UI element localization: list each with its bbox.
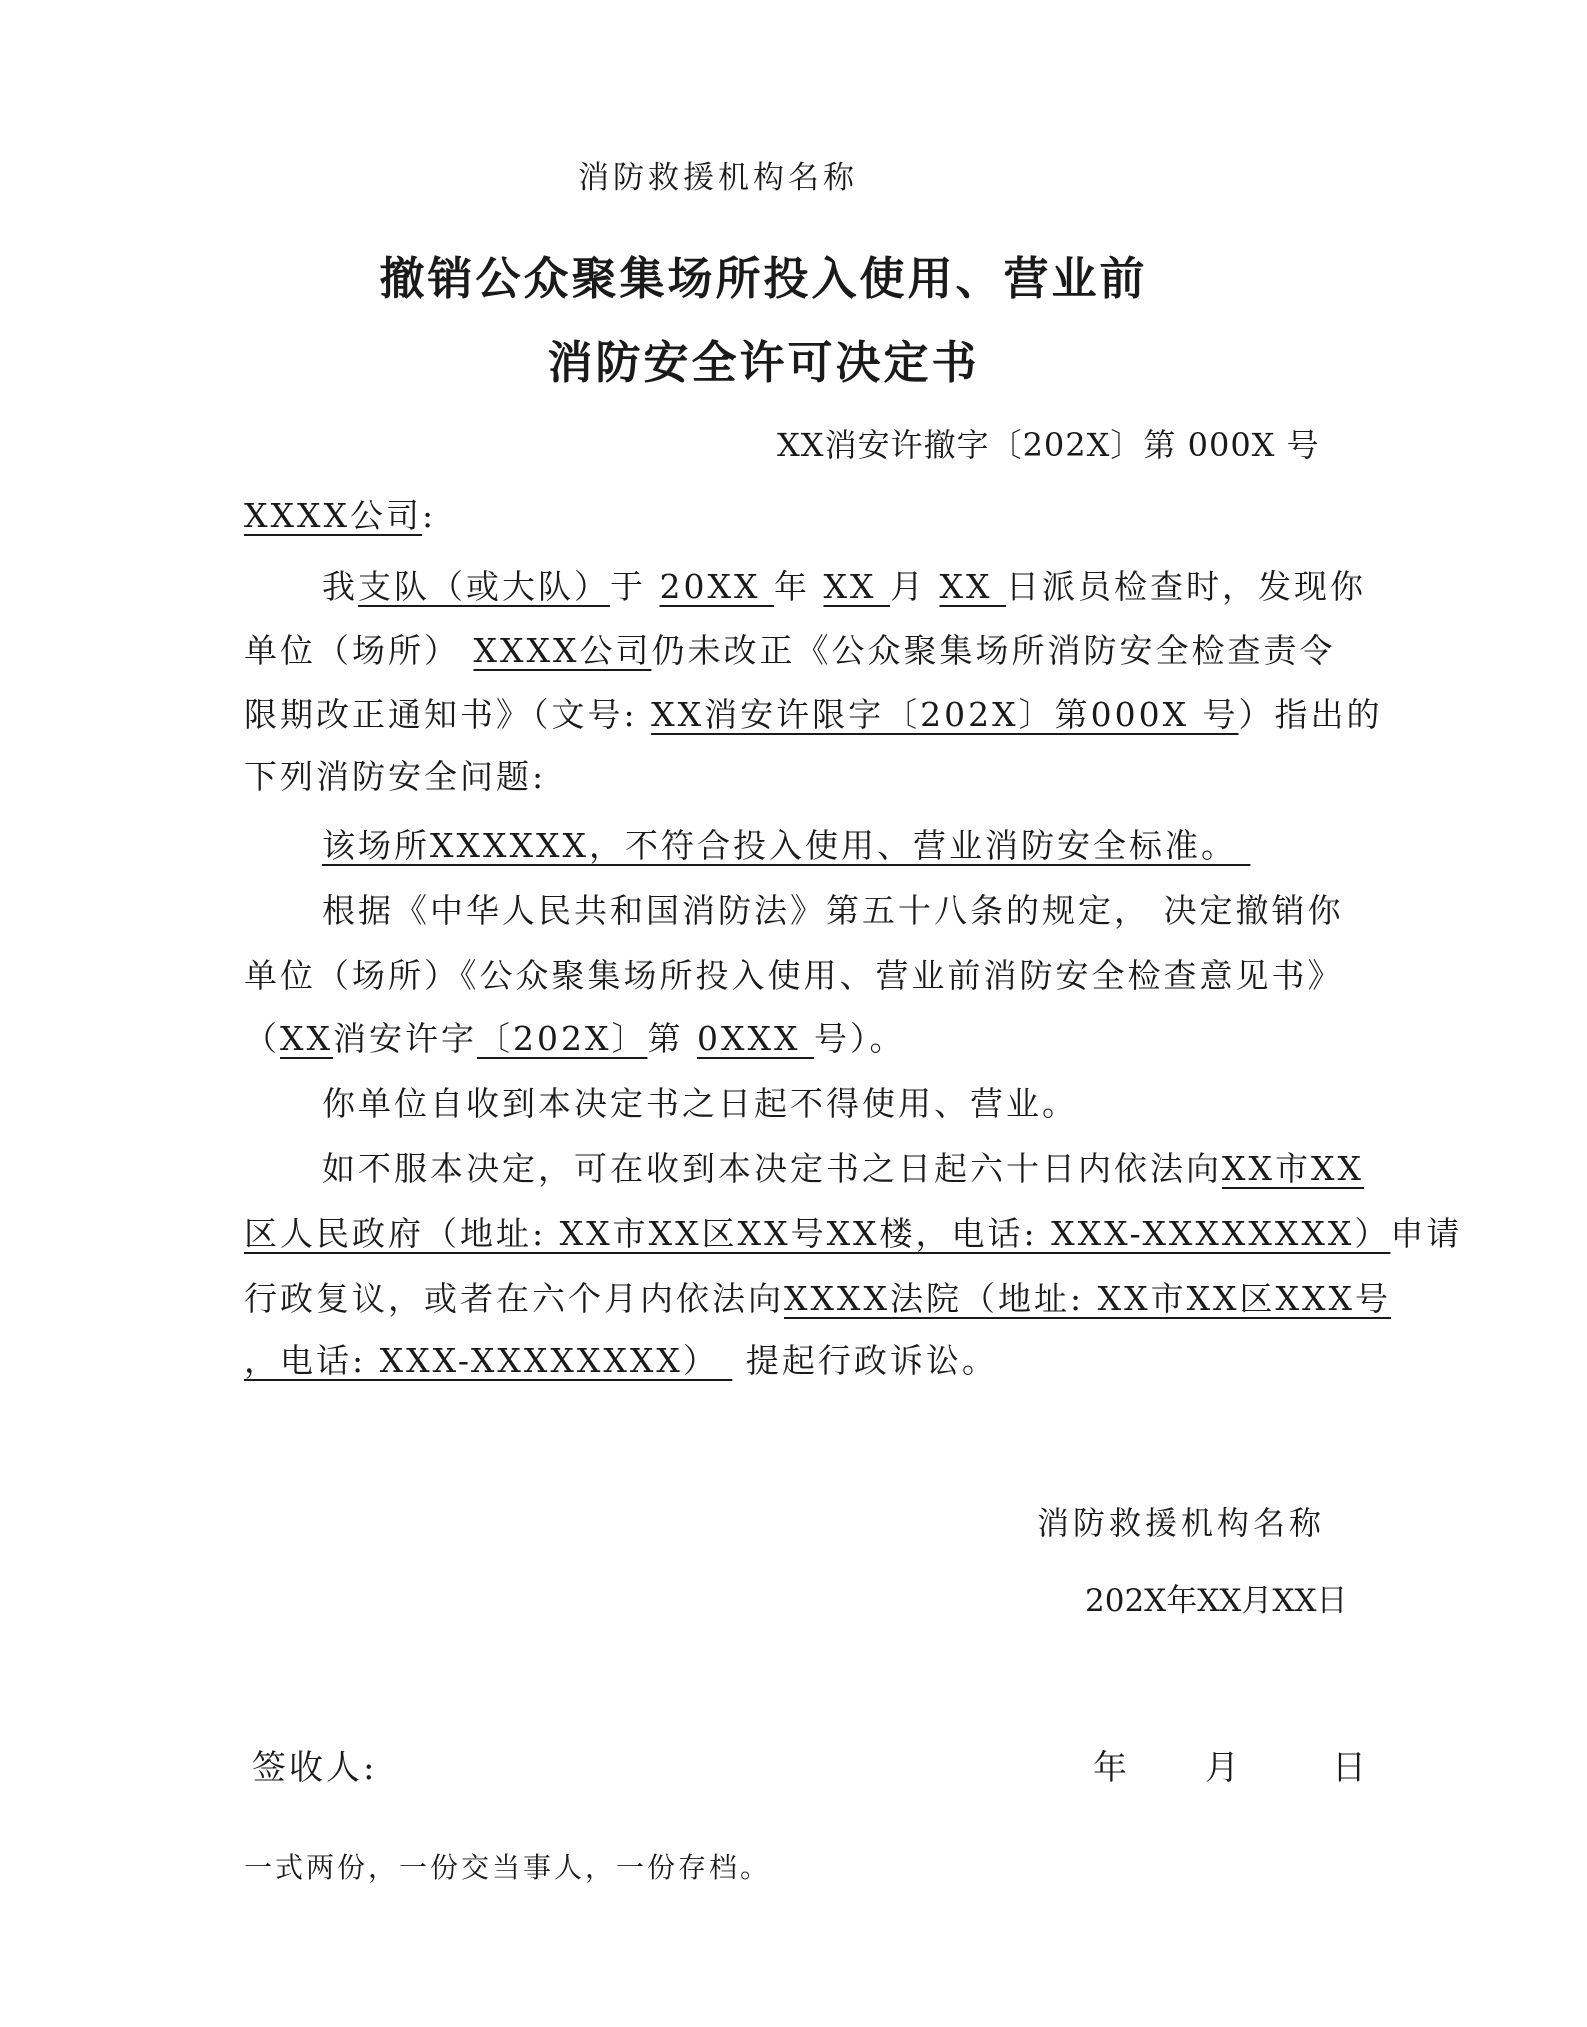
text: 申请 [1390,1214,1463,1253]
text: 第 [647,1019,697,1058]
text: 行政复议，或者在六个月内依法向 [244,1279,784,1318]
addressee-name: XXXX公司 [244,496,422,535]
text: 单位（场所） [244,631,474,670]
receipt-year-label: 年 [1093,1748,1127,1788]
fill-in-day: XX [939,567,1006,606]
signature-agency-name: 消防救援机构名称 [1037,1504,1326,1542]
body-paragraph-line: 你单位自收到本决定书之日起不得使用、营业。 [322,1084,1078,1123]
fill-in-serial: 0XXX [696,1019,814,1058]
text: 提起行政诉讼。 [732,1341,998,1380]
fill-in-notice-number: XX消安许限字〔202X〕第000X 号 [651,695,1239,734]
text: 日派员检查时，发现你 [1005,567,1366,606]
fill-in-month: XX [823,567,890,606]
fill-in-year: 20XX [659,567,774,606]
fill-in-unit: 支队（或大队） [358,567,610,606]
document-title-line-2: 消防安全许可决定书 [547,336,980,389]
fill-in-year-bracket: 〔202X〕 [477,1019,648,1058]
fill-in-government: XX市XX [1222,1149,1364,1188]
body-paragraph-line [244,689,1383,736]
text: 限期改正通知书》（文号: [244,695,652,734]
fill-in-court: XXXX法院（地址: XX市XX区XXX号 [784,1279,1392,1318]
fill-in-problem-description: 该场所XXXXXX，不符合投入使用、营业消防安全标准。 [322,826,1251,865]
fill-in-prefix: XX [280,1019,333,1058]
text: （ [244,1019,280,1058]
body-paragraph-line [244,625,1335,672]
receiver-label: 签收人: [252,1748,378,1788]
body-paragraph-line: 下列消防安全问题: [244,757,547,796]
fill-in-court-phone: ，电话: XXX-XXXXXXXX） [244,1341,733,1380]
fill-in-government-address: 区人民政府（地址: XX市XX区XX号XX楼，电话: XXX-XXXXXXXX） [244,1214,1391,1253]
text: 号）。 [813,1019,906,1058]
body-paragraph-line [244,1208,1462,1255]
body-paragraph-line [244,1013,905,1060]
text: 仍未改正《公众聚集场所消防安全检查责令 [651,631,1336,670]
text: 我 [322,567,358,606]
receipt-day-label: 日 [1332,1748,1366,1788]
text: 消安许字 [333,1019,477,1058]
document-title-line-1: 撤销公众聚集场所投入使用、营业前 [379,252,1148,305]
header-agency-name: 消防救援机构名称 [578,160,858,196]
document-number: XX消安许撤字〔202X〕第 000X 号 [777,426,1320,464]
signature-date: 202X年XX月XX日 [1085,1583,1348,1619]
addressee-colon: : [421,496,437,535]
body-paragraph-line [244,1273,1391,1320]
text: 如不服本决定，可在收到本决定书之日起六十日内依法向 [322,1149,1222,1188]
text: ）指出的 [1238,695,1383,734]
addressee [244,490,436,537]
text: 年 [773,567,824,606]
body-paragraph-line [322,561,1366,608]
fill-in-company: XXXX公司 [473,631,652,670]
footer-note: 一式两份，一份交当事人，一份存档。 [244,1851,772,1884]
text: 于 [610,567,660,606]
body-paragraph-line: 根据《中华人民共和国消防法》第五十八条的规定， 决定撤销你 [322,891,1344,930]
receipt-month-label: 月 [1205,1748,1239,1788]
text: 月 [889,567,940,606]
body-paragraph-line: 单位（场所）《公众聚集场所投入使用、营业前消防安全检查意见书》 [244,956,1344,995]
body-paragraph-line [244,1335,998,1382]
body-paragraph-line [322,1143,1364,1190]
